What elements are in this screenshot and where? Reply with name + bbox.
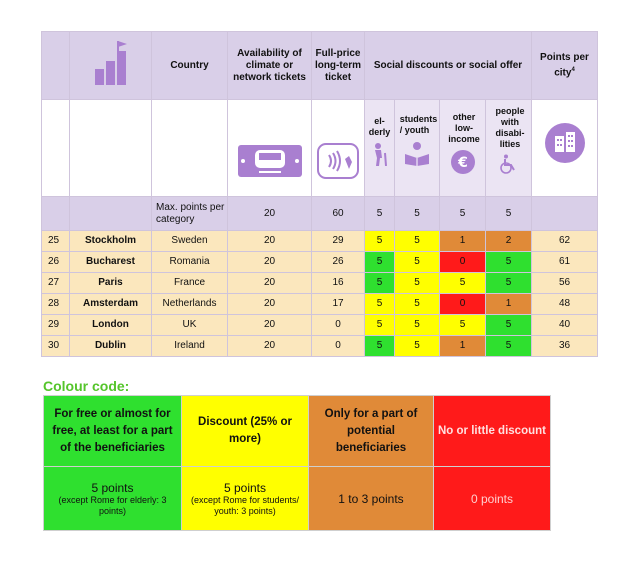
lowincome-cell: 5 (440, 273, 486, 294)
header-country: Country (152, 32, 228, 100)
legend-yellow-points (182, 467, 309, 531)
subheader-row (42, 100, 598, 197)
city-cell: London (70, 315, 152, 336)
disabilities-cell: 1 (486, 294, 532, 315)
elderly-wrap (367, 116, 392, 166)
elderly-cell: 5 (365, 315, 395, 336)
elderly-cell: 5 (365, 252, 395, 273)
wheelchair-icon (499, 154, 519, 174)
students-wrap (397, 114, 437, 166)
rank-cell: 29 (42, 315, 70, 336)
lowincome-cell: 5 (440, 315, 486, 336)
country-cell: France (152, 273, 228, 294)
subheader-city-cell (532, 100, 598, 197)
max-empty-1 (42, 197, 70, 231)
max-points-row (42, 197, 598, 231)
country-cell: UK (152, 315, 228, 336)
colour-code-title: Colour code: (43, 378, 130, 394)
city-buildings-icon (544, 122, 586, 164)
table-row (42, 252, 598, 273)
subheader-elderly: el-derly (368, 116, 391, 137)
rank-cell: 28 (42, 294, 70, 315)
elderly-cell: 5 (365, 336, 395, 357)
header-availability: Availability of climate or network tickets (228, 32, 312, 100)
subheader-empty-2 (70, 100, 152, 197)
max-fullprice: 60 (312, 197, 365, 231)
availability-cell: 20 (228, 336, 312, 357)
header-logo-cell (70, 32, 152, 100)
fullprice-cell: 16 (312, 273, 365, 294)
city-cell: Bucharest (70, 252, 152, 273)
lowincome-cell: 1 (440, 231, 486, 252)
elderly-cell: 5 (365, 273, 395, 294)
students-cell: 5 (395, 315, 440, 336)
header-points-sup: 4 (571, 66, 575, 73)
availability-cell: 20 (228, 252, 312, 273)
header-points-cell (532, 32, 598, 100)
table-row (42, 294, 598, 315)
legend-orange-points (309, 467, 434, 531)
city-cell: Amsterdam (70, 294, 152, 315)
disabilities-wrap (488, 106, 529, 174)
max-points-label: Max. points per category (152, 197, 228, 231)
subheader-empty-3 (152, 100, 228, 197)
availability-cell: 20 (228, 273, 312, 294)
legend-red-head: No or little discount (434, 396, 551, 467)
header-row (42, 32, 598, 100)
points-cell: 40 (532, 315, 598, 336)
city-cell: Paris (70, 273, 152, 294)
students-cell: 5 (395, 231, 440, 252)
subheader-students-cell (395, 100, 440, 197)
city-ranking-table (41, 31, 598, 357)
student-reading-icon (403, 140, 431, 166)
lowincome-cell: 1 (440, 336, 486, 357)
fullprice-cell: 0 (312, 336, 365, 357)
rank-cell: 26 (42, 252, 70, 273)
max-availability: 20 (228, 197, 312, 231)
points-cell: 56 (532, 273, 598, 294)
fullprice-cell: 0 (312, 315, 365, 336)
students-cell: 5 (395, 294, 440, 315)
rank-cell: 27 (42, 273, 70, 294)
city-cell: Stockholm (70, 231, 152, 252)
max-students: 5 (395, 197, 440, 231)
max-disabilities: 5 (486, 197, 532, 231)
country-cell: Ireland (152, 336, 228, 357)
fullprice-cell: 26 (312, 252, 365, 273)
disabilities-cell: 5 (486, 252, 532, 273)
legend-points-row (44, 467, 551, 531)
euro-coin-icon (450, 149, 476, 175)
elderly-person-icon (369, 142, 391, 166)
table-row (42, 231, 598, 252)
legend-red-points (434, 467, 551, 531)
disabilities-cell: 5 (486, 336, 532, 357)
disabilities-cell: 5 (486, 273, 532, 294)
students-cell: 5 (395, 273, 440, 294)
train-ticket-icon (237, 144, 303, 178)
legend-yellow-points-note: (except Rome for students/ youth: 3 points) (190, 494, 300, 516)
legend-orange-points-main: 1 to 3 points (338, 491, 404, 506)
subheader-lowincome-cell (440, 100, 486, 197)
country-cell: Netherlands (152, 294, 228, 315)
points-cell: 62 (532, 231, 598, 252)
legend-green-points-note: (except Rome for elderly: 3 points) (58, 494, 167, 516)
table-row (42, 315, 598, 336)
legend-red-points-main: 0 points (470, 491, 514, 506)
elderly-cell: 5 (365, 231, 395, 252)
header-social: Social discounts or social offer (365, 32, 532, 100)
legend-green-points (44, 467, 182, 531)
subheader-empty-1 (42, 100, 70, 197)
availability-cell: 20 (228, 315, 312, 336)
header-points: Points per city (540, 51, 589, 79)
rank-cell: 25 (42, 231, 70, 252)
points-cell: 61 (532, 252, 598, 273)
fullprice-cell: 17 (312, 294, 365, 315)
subheader-students: students / youth (399, 114, 438, 135)
rank-cell: 30 (42, 336, 70, 357)
legend-orange-head: Only for a part of potential beneficiaries (309, 396, 434, 467)
contactless-card-icon (317, 143, 359, 179)
points-cell: 48 (532, 294, 598, 315)
country-cell: Sweden (152, 231, 228, 252)
disabilities-cell: 2 (486, 231, 532, 252)
availability-cell: 20 (228, 231, 312, 252)
subheader-elderly-cell (365, 100, 395, 197)
legend-green-points-main: 5 points (91, 480, 134, 495)
legend-yellow-points-main: 5 points (223, 480, 267, 495)
country-cell: Romania (152, 252, 228, 273)
table-row (42, 336, 598, 357)
header-fullprice: Full-price long-term ticket (312, 32, 365, 100)
max-elderly: 5 (365, 197, 395, 231)
legend-header-row (44, 396, 551, 467)
subheader-disabilities-cell (486, 100, 532, 197)
subheader-ticket-cell (228, 100, 312, 197)
subheader-disabilities: people with disabi-lities (495, 106, 525, 149)
legend-yellow-head: Discount (25% or more) (182, 396, 309, 467)
table-row (42, 273, 598, 294)
lowincome-cell: 0 (440, 294, 486, 315)
ranking-podium-icon (91, 39, 131, 89)
city-cell: Dublin (70, 336, 152, 357)
students-cell: 5 (395, 252, 440, 273)
disabilities-cell: 5 (486, 315, 532, 336)
points-cell: 36 (532, 336, 598, 357)
header-rank-cell (42, 32, 70, 100)
svg-text:€: € (457, 155, 468, 171)
fullprice-cell: 29 (312, 231, 365, 252)
subheader-lowincome: other low-income (448, 112, 480, 144)
lowincome-wrap (442, 112, 483, 175)
subheader-contactless-cell (312, 100, 365, 197)
elderly-cell: 5 (365, 294, 395, 315)
max-empty-2 (70, 197, 152, 231)
max-lowincome: 5 (440, 197, 486, 231)
max-points-empty (532, 197, 598, 231)
lowincome-cell: 0 (440, 252, 486, 273)
students-cell: 5 (395, 336, 440, 357)
legend-green-head: For free or almost for free, at least for a part of the beneficiaries (44, 396, 182, 467)
availability-cell: 20 (228, 294, 312, 315)
colour-code-legend (43, 395, 551, 531)
